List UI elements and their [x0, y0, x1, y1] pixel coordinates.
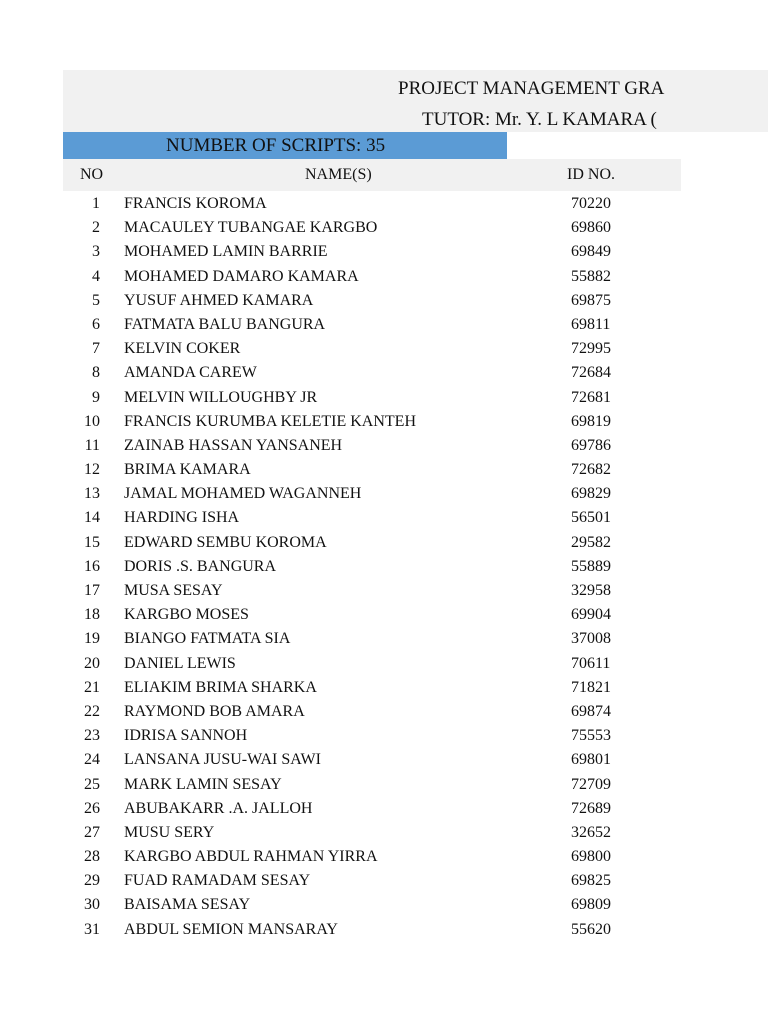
title-band — [63, 70, 768, 132]
row-number: 9 — [92, 388, 100, 406]
student-name: MUSA SESAY — [124, 582, 223, 599]
row-number: 26 — [84, 799, 100, 817]
scripts-count-label: NUMBER OF SCRIPTS: 35 — [166, 135, 386, 156]
student-id: 69874 — [571, 702, 611, 720]
table-row — [0, 821, 768, 845]
student-id: 56501 — [571, 509, 611, 527]
row-number: 21 — [84, 678, 100, 696]
table-row — [0, 531, 768, 555]
student-name: FRANCIS KURUMBA KELETIE KANTEH — [124, 412, 416, 430]
student-id: 69800 — [571, 848, 611, 866]
table-row — [0, 458, 768, 482]
table-row — [0, 240, 768, 264]
column-header-row — [63, 159, 681, 191]
scripts-count-bar — [63, 132, 507, 159]
student-id: 69786 — [571, 436, 611, 454]
table-row — [0, 869, 768, 893]
table-row — [0, 192, 768, 216]
student-name: MELVIN WILLOUGHBY JR — [124, 388, 318, 406]
student-id: 71821 — [571, 678, 611, 696]
student-name: MOHAMED LAMIN BARRIE — [124, 243, 328, 261]
row-number: 10 — [84, 412, 100, 430]
student-name: HARDING ISHA — [124, 509, 240, 527]
row-number: 12 — [84, 461, 100, 479]
row-number: 17 — [84, 582, 100, 599]
table-row — [0, 700, 768, 724]
student-name: MACAULEY TUBANGAE KARGBO — [124, 219, 378, 237]
row-number: 6 — [92, 315, 100, 333]
row-number: 23 — [84, 727, 100, 745]
table-row — [0, 289, 768, 313]
row-number: 1 — [92, 195, 100, 212]
student-name: KELVIN COKER — [124, 340, 241, 358]
table-row — [0, 482, 768, 506]
student-id: 72684 — [571, 364, 611, 382]
student-name: ZAINAB HASSAN YANSANEH — [124, 436, 343, 454]
row-number: 4 — [92, 267, 100, 285]
student-name: DANIEL LEWIS — [124, 654, 236, 672]
column-header-name: NAME(S) — [305, 166, 372, 183]
table-row — [0, 893, 768, 917]
student-name: EDWARD SEMBU KOROMA — [124, 533, 327, 551]
student-name: BRIMA KAMARA — [124, 461, 251, 479]
row-number: 28 — [84, 848, 100, 866]
row-number: 2 — [92, 219, 100, 237]
student-name: ABUBAKARR .A. JALLOH — [124, 799, 313, 817]
student-name: BAISAMA SESAY — [124, 896, 251, 914]
row-number: 15 — [84, 533, 100, 551]
row-number: 27 — [84, 823, 100, 841]
student-name: MARK LAMIN SESAY — [124, 775, 282, 793]
student-name: KARGBO ABDUL RAHMAN YIRRA — [124, 848, 378, 866]
student-name: FATMATA BALU BANGURA — [124, 315, 326, 333]
table-row — [0, 434, 768, 458]
row-number: 25 — [84, 775, 100, 793]
table-row — [0, 506, 768, 530]
row-number: 3 — [92, 243, 100, 261]
table-row — [0, 361, 768, 385]
student-name: ELIAKIM BRIMA SHARKA — [124, 678, 317, 696]
student-id: 72709 — [571, 775, 611, 793]
student-id: 75553 — [571, 727, 611, 745]
student-name: RAYMOND BOB AMARA — [124, 702, 305, 720]
row-number: 31 — [84, 920, 100, 938]
table-row — [0, 216, 768, 240]
student-name: MOHAMED DAMARO KAMARA — [124, 267, 359, 285]
student-name: FRANCIS KOROMA — [124, 195, 267, 212]
table-row — [0, 652, 768, 676]
student-name: FUAD RAMADAM SESAY — [124, 872, 311, 890]
student-list — [0, 192, 768, 942]
student-id: 69860 — [571, 219, 611, 237]
table-row — [0, 579, 768, 603]
row-number: 13 — [84, 485, 100, 503]
student-id: 72995 — [571, 340, 611, 358]
row-number: 8 — [92, 364, 100, 382]
student-name: ABDUL SEMION MANSARAY — [124, 920, 338, 938]
student-id: 69825 — [571, 872, 611, 890]
student-name: YUSUF AHMED KAMARA — [124, 291, 314, 309]
student-name: MUSU SERY — [124, 823, 215, 841]
student-name: AMANDA CAREW — [124, 364, 257, 382]
student-id: 69875 — [571, 291, 611, 309]
row-number: 18 — [84, 606, 100, 624]
student-id: 55620 — [571, 920, 611, 938]
student-name: BIANGO FATMATA SIA — [124, 630, 291, 648]
student-name: LANSANA JUSU-WAI SAWI — [124, 751, 321, 769]
student-id: 55889 — [571, 557, 611, 575]
row-number: 30 — [84, 896, 100, 914]
table-row — [0, 265, 768, 289]
row-number: 5 — [92, 291, 100, 309]
table-row — [0, 627, 768, 651]
table-row — [0, 724, 768, 748]
table-row — [0, 313, 768, 337]
student-id: 69819 — [571, 412, 611, 430]
row-number: 7 — [92, 340, 100, 358]
student-id: 70611 — [571, 654, 611, 672]
student-name: JAMAL MOHAMED WAGANNEH — [124, 485, 362, 503]
student-name: DORIS .S. BANGURA — [124, 557, 277, 575]
student-id: 72682 — [571, 461, 611, 479]
student-id: 72689 — [571, 799, 611, 817]
student-id: 69904 — [571, 606, 611, 624]
table-row — [0, 676, 768, 700]
student-id: 69801 — [571, 751, 611, 769]
table-row — [0, 337, 768, 361]
student-id: 69829 — [571, 485, 611, 503]
student-name: IDRISA SANNOH — [124, 727, 248, 745]
student-id: 69849 — [571, 243, 611, 261]
table-row — [0, 845, 768, 869]
row-number: 11 — [84, 436, 100, 454]
table-row — [0, 918, 768, 942]
student-id: 37008 — [571, 630, 611, 648]
tutor-line: TUTOR: Mr. Y. L KAMARA ( — [422, 109, 657, 130]
table-row — [0, 773, 768, 797]
table-row — [0, 410, 768, 434]
student-id: 32652 — [571, 823, 611, 841]
row-number: 22 — [84, 702, 100, 720]
student-id: 55882 — [571, 267, 611, 285]
row-number: 24 — [84, 751, 100, 769]
row-number: 29 — [84, 872, 100, 890]
row-number: 20 — [84, 654, 100, 672]
table-row — [0, 603, 768, 627]
column-header-no: NO — [80, 166, 104, 183]
table-row — [0, 386, 768, 410]
student-id: 72681 — [571, 388, 611, 406]
row-number: 19 — [84, 630, 100, 648]
student-name: KARGBO MOSES — [124, 606, 249, 624]
student-id: 70220 — [571, 195, 611, 212]
student-id: 69809 — [571, 896, 611, 914]
sheet-title: PROJECT MANAGEMENT GRA — [398, 78, 665, 99]
row-number: 16 — [84, 557, 100, 575]
column-header-id: ID NO. — [567, 166, 615, 183]
table-row — [0, 797, 768, 821]
table-row — [0, 555, 768, 579]
table-row — [0, 748, 768, 772]
student-id: 69811 — [571, 315, 611, 333]
row-number: 14 — [84, 509, 100, 527]
student-id: 29582 — [571, 533, 611, 551]
student-id: 32958 — [571, 582, 611, 599]
